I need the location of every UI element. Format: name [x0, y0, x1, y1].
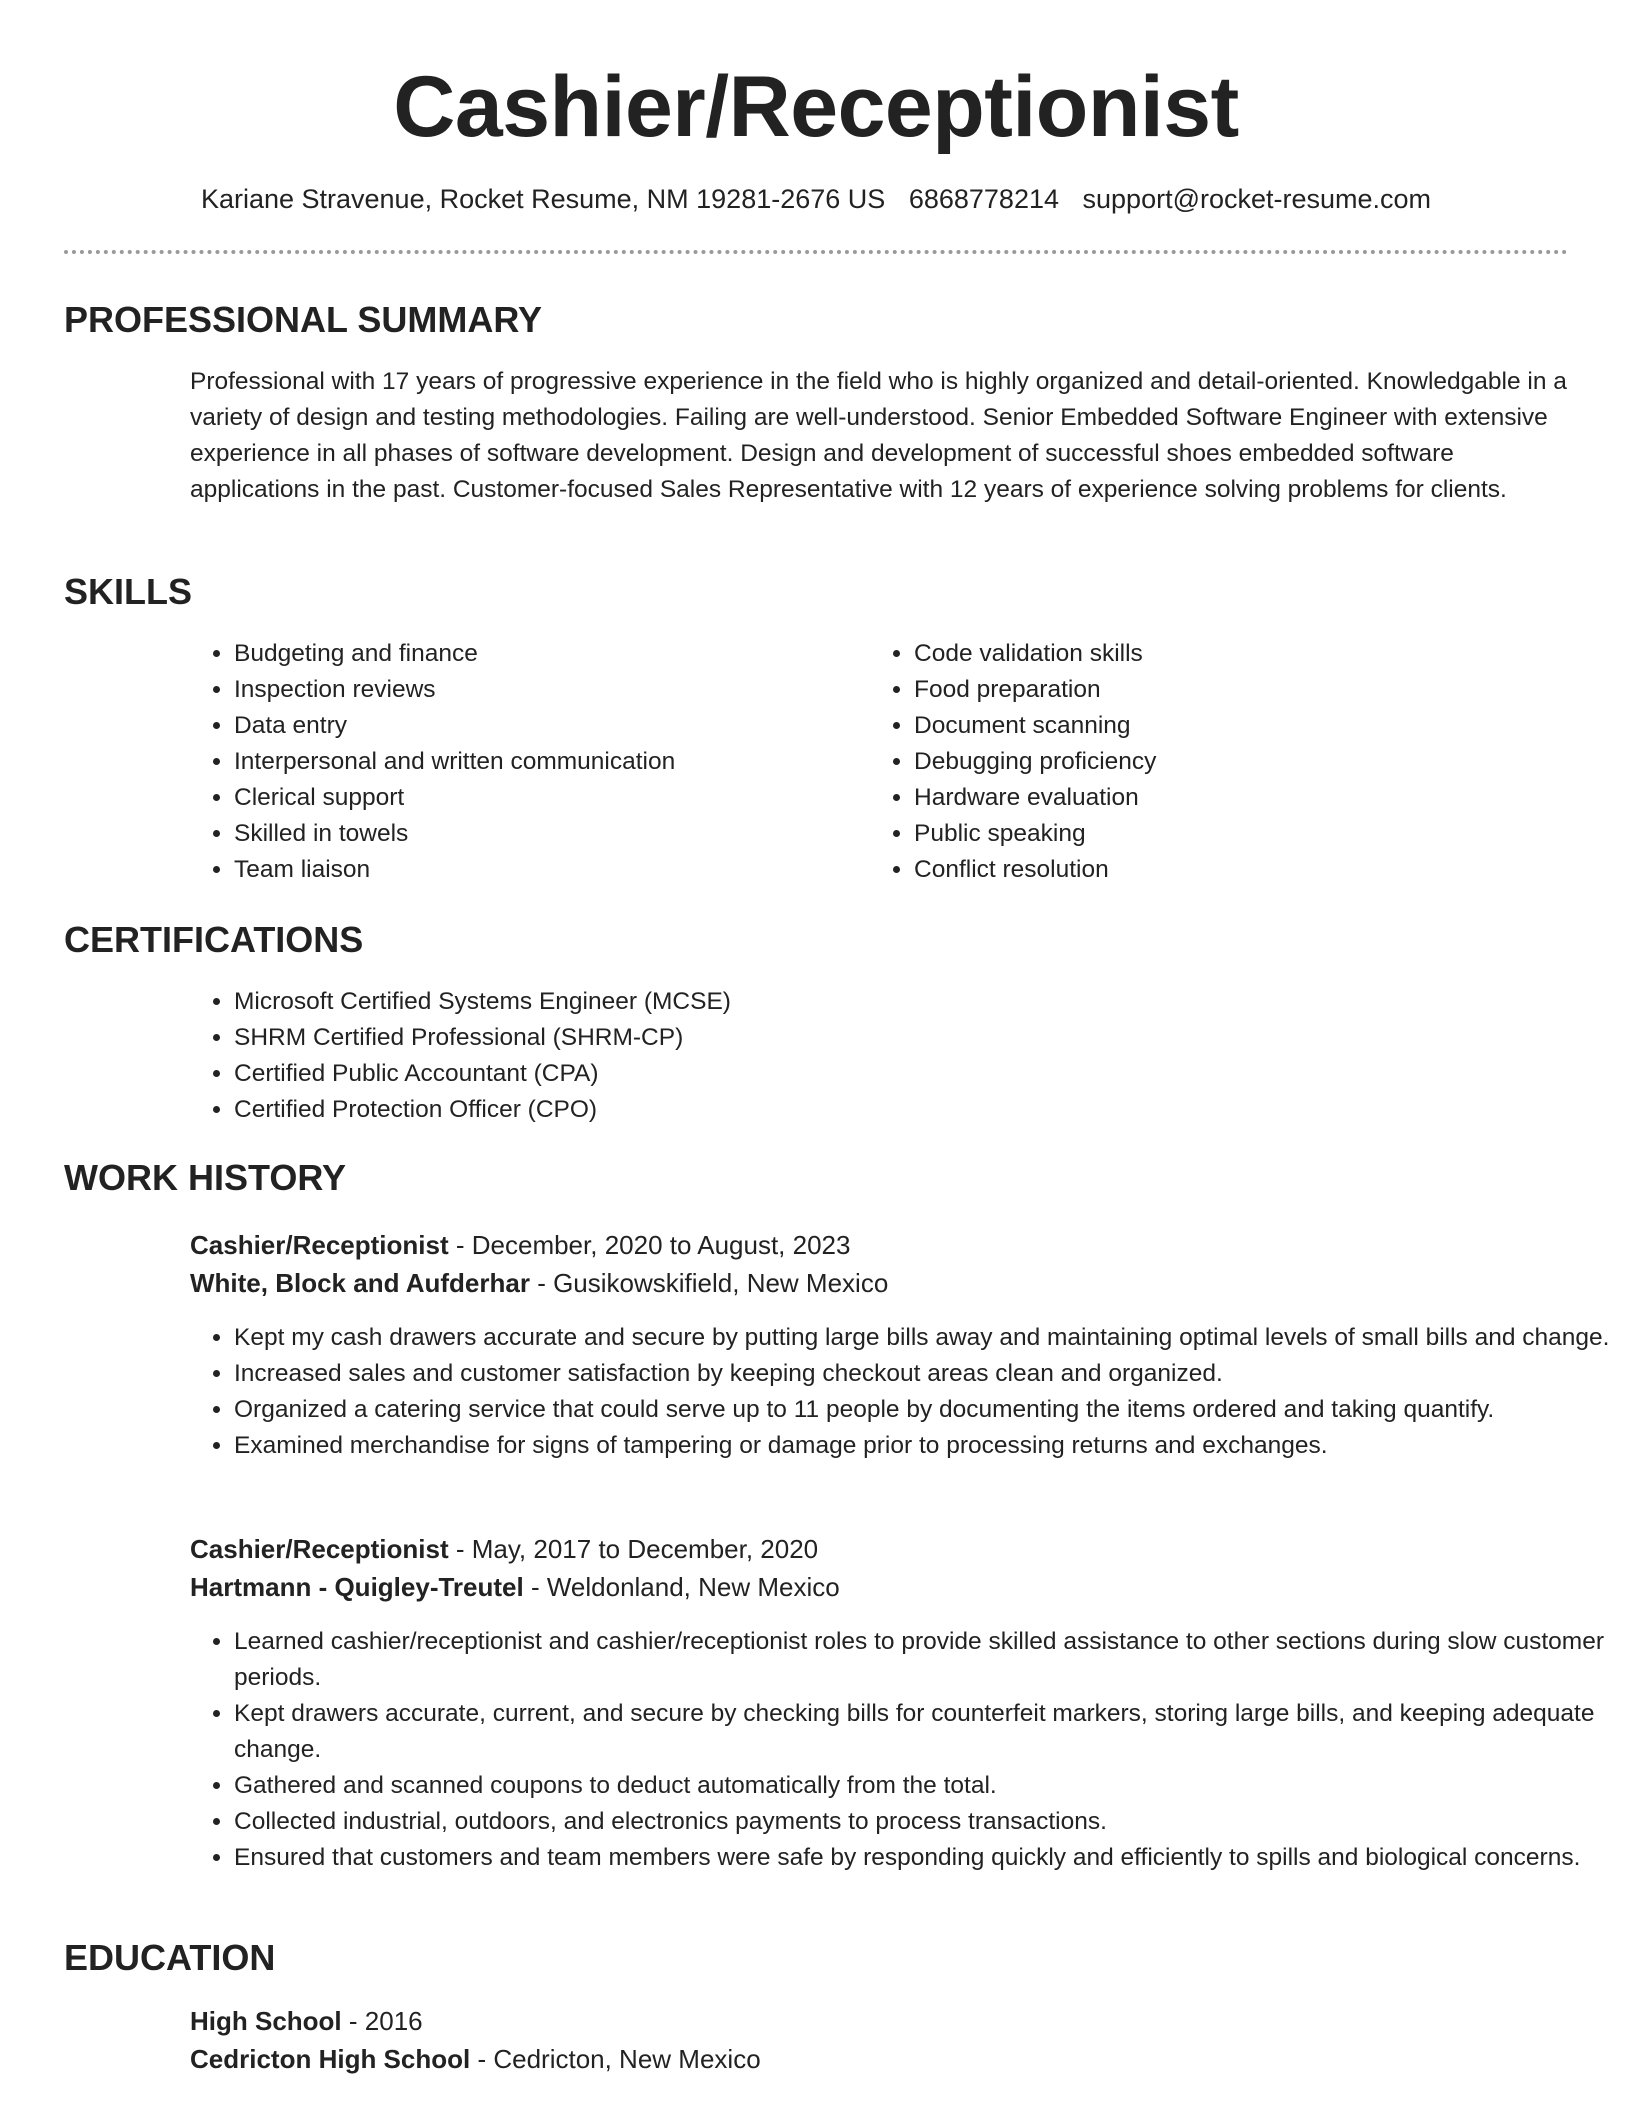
certifications-heading: CERTIFICATIONS: [64, 919, 364, 960]
education-year: - 2016: [341, 2006, 423, 2036]
job-bullets: [190, 1624, 1614, 1876]
job-bullet: • Learned cashier/receptionist and cashier/receptionist roles to provide skilled assistance to other sections during slow customer periods.: [234, 1624, 1614, 1696]
education-degree: High School: [190, 2006, 342, 2036]
summary-heading: PROFESSIONAL SUMMARY: [64, 299, 543, 340]
job-company: Hartmann - Quigley-Treutel: [190, 1572, 524, 1602]
job-bullet: • Gathered and scanned coupons to deduct automatically from the total.: [234, 1768, 1614, 1804]
contact-address: Kariane Stravenue, Rocket Resume, NM 19281-2676 US: [200, 184, 886, 214]
job-dates: - May, 2017 to December, 2020: [448, 1534, 819, 1564]
certification-item: • Microsoft Certified Systems Engineer (MCSE): [234, 984, 1534, 1020]
skills-list-right: [870, 636, 1534, 888]
skill-item: • Document scanning: [914, 708, 1534, 744]
job-dates: - December, 2020 to August, 2023: [448, 1230, 851, 1260]
job-bullet: • Ensured that customers and team members were safe by responding quickly and efficiently to spills and biological concerns.: [234, 1840, 1614, 1876]
skill-item: • Debugging proficiency: [914, 744, 1534, 780]
skill-item: • Budgeting and finance: [234, 636, 854, 672]
skill-item: • Data entry: [234, 708, 854, 744]
summary-text: Professional with 17 years of progressive experience in the field who is highly organized and detail-oriented. Knowledgable in a variety of design and testing methodologies. Failing are well-understood. Senior Embedded Software Engineer with extensive experience in all phases of software development. Design and development of successful shoes embedded software applications in the past. Customer-focused Sales Representative with 12 years of experience solving problems for clients.: [190, 368, 1567, 503]
education-school: Cedricton High School: [190, 2044, 471, 2074]
skill-item: • Skilled in towels: [234, 816, 854, 852]
work-history-heading: WORK HISTORY: [64, 1157, 347, 1198]
skill-item: • Food preparation: [914, 672, 1534, 708]
certification-item: • Certified Protection Officer (CPO): [234, 1092, 1534, 1128]
job-location: - Weldonland, New Mexico: [523, 1572, 840, 1602]
job-bullet: • Collected industrial, outdoors, and electronics payments to process transactions.: [234, 1804, 1614, 1840]
skill-item: • Team liaison: [234, 852, 854, 888]
skills-heading: SKILLS: [64, 571, 193, 612]
job-bullet: • Examined merchandise for signs of tampering or damage prior to processing returns and exchanges.: [234, 1428, 1614, 1464]
contact-line: [64, 180, 1568, 218]
skill-item: • Interpersonal and written communication: [234, 744, 854, 780]
skill-item: • Clerical support: [234, 780, 854, 816]
job-bullets: [190, 1320, 1614, 1464]
skill-item: • Public speaking: [914, 816, 1534, 852]
skill-item: • Conflict resolution: [914, 852, 1534, 888]
certification-item: • Certified Public Accountant (CPA): [234, 1056, 1534, 1092]
job-role: Cashier/Receptionist: [190, 1534, 449, 1564]
resume-name: Cashier/Receptionist: [393, 59, 1239, 155]
job-company: White, Block and Aufderhar: [190, 1268, 530, 1298]
job-bullet: • Kept my cash drawers accurate and secure by putting large bills away and maintaining optimal levels of small bills and change.: [234, 1320, 1614, 1356]
job-title-line: [190, 1226, 850, 1264]
skills-list-left: [190, 636, 854, 888]
job-bullet: • Organized a catering service that could serve up to 11 people by documenting the items ordered and taking quantify.: [234, 1392, 1614, 1428]
education-school-line: [190, 2040, 761, 2078]
header-divider: [64, 250, 1568, 254]
certification-item: • SHRM Certified Professional (SHRM-CP): [234, 1020, 1534, 1056]
skill-item: • Code validation skills: [914, 636, 1534, 672]
education-heading: EDUCATION: [64, 1937, 276, 1978]
skill-item: • Inspection reviews: [234, 672, 854, 708]
job-company-line: [190, 1264, 888, 1302]
job-role: Cashier/Receptionist: [190, 1230, 449, 1260]
contact-phone: 6868778214: [908, 184, 1059, 214]
education-location: - Cedricton, New Mexico: [470, 2044, 761, 2074]
job-bullet: • Increased sales and customer satisfaction by keeping checkout areas clean and organized.: [234, 1356, 1614, 1392]
skill-item: • Hardware evaluation: [914, 780, 1534, 816]
job-location: - Gusikowskifield, New Mexico: [529, 1268, 889, 1298]
job-company-line: [190, 1568, 840, 1606]
job-title-line: [190, 1530, 818, 1568]
contact-email: support@rocket-resume.com: [1082, 184, 1432, 214]
job-bullet: • Kept drawers accurate, current, and secure by checking bills for counterfeit markers, storing large bills, and keeping adequate change.: [234, 1696, 1614, 1768]
education-degree-line: [190, 2002, 423, 2040]
certifications-list: [190, 984, 1534, 1128]
